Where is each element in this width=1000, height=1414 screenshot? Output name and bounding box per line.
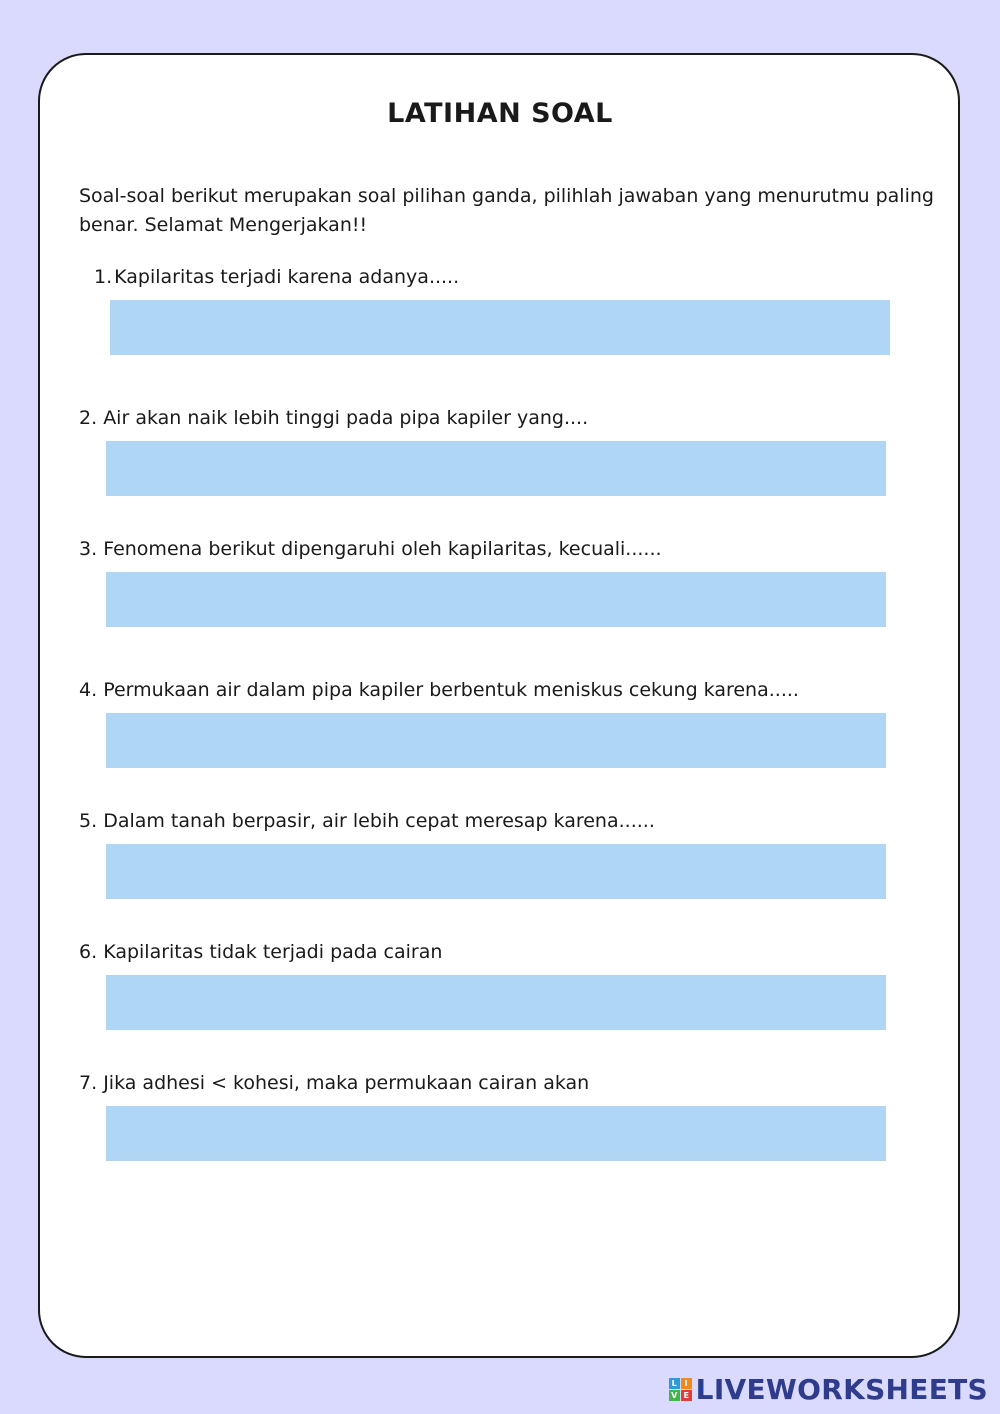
brand-name: LIVEWORKSHEETS: [695, 1373, 988, 1406]
live-badge-icon: [669, 1378, 692, 1401]
question-number: 3.: [79, 538, 98, 560]
question-number: 1.: [94, 266, 113, 288]
answer-input-3[interactable]: [106, 572, 886, 627]
badge-letter: V: [669, 1390, 680, 1401]
question-text: Permukaan air dalam pipa kapiler berbentuk meniskus cekung karena.....: [103, 679, 799, 701]
question-7: [79, 1071, 589, 1095]
answer-input-5[interactable]: [106, 844, 886, 899]
answer-input-4[interactable]: [106, 713, 886, 768]
question-number: 2.: [79, 407, 98, 429]
question-text: Air akan naik lebih tinggi pada pipa kapiler yang....: [103, 407, 589, 429]
answer-input-6[interactable]: [106, 975, 886, 1030]
question-text: Dalam tanah berpasir, air lebih cepat meresap karena......: [103, 810, 655, 832]
badge-letter: I: [681, 1378, 692, 1389]
liveworksheets-logo: [669, 1373, 988, 1406]
question-text: Kapilaritas terjadi karena adanya.....: [114, 266, 460, 288]
question-1: [94, 265, 459, 289]
badge-letter: L: [669, 1378, 680, 1389]
answer-input-2[interactable]: [106, 441, 886, 496]
question-text: Fenomena berikut dipengaruhi oleh kapilaritas, kecuali......: [103, 538, 662, 560]
answer-input-7[interactable]: [106, 1106, 886, 1161]
question-6: [79, 940, 442, 964]
question-text: Jika adhesi < kohesi, maka permukaan cairan akan: [103, 1072, 590, 1094]
page-title: LATIHAN SOAL: [387, 98, 613, 129]
badge-letter: E: [681, 1390, 692, 1401]
question-number: 5.: [79, 810, 98, 832]
question-number: 6.: [79, 941, 98, 963]
question-3: [79, 537, 662, 561]
instructions-text: Soal-soal berikut merupakan soal pilihan ganda, pilihlah jawaban yang menurutmu paling benar. Selamat Mengerjakan!!: [79, 185, 934, 236]
question-number: 4.: [79, 679, 98, 701]
question-2: [79, 406, 588, 430]
worksheet-card: [38, 53, 960, 1358]
question-4: [79, 678, 799, 702]
question-number: 7.: [79, 1072, 98, 1094]
question-5: [79, 809, 655, 833]
question-text: Kapilaritas tidak terjadi pada cairan: [103, 941, 443, 963]
answer-input-1[interactable]: [110, 300, 890, 355]
